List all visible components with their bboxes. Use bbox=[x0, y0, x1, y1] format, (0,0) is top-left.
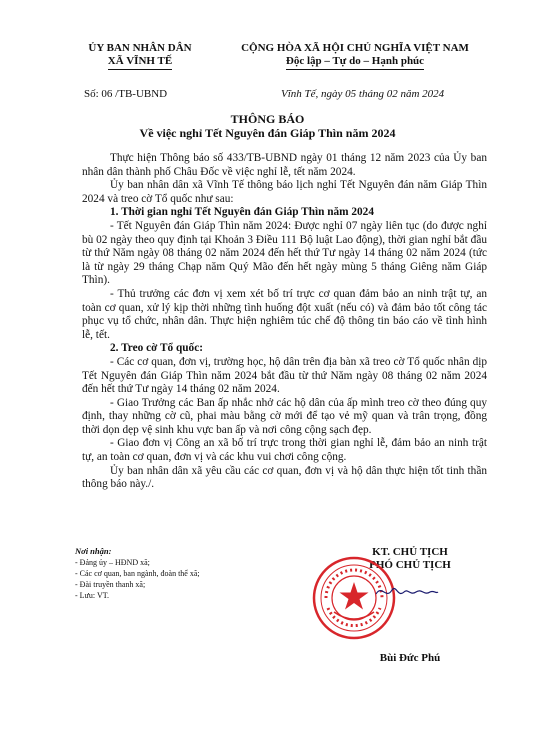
motto: Độc lập – Tự do – Hạnh phúc bbox=[286, 55, 424, 70]
signer-name: Bùi Đức Phú bbox=[379, 652, 441, 664]
document-body bbox=[82, 152, 487, 492]
body-paragraph: Ủy ban nhân dân xã Vĩnh Tế thông báo lịch nghỉ Tết Nguyên đán năm Giáp Thìn 2024 và treo cờ Tổ quốc như sau: bbox=[82, 179, 487, 205]
recipients-label: Nơi nhận bbox=[75, 546, 109, 556]
body-paragraph: - Tết Nguyên đán Giáp Thìn năm 2024: Được nghỉ 07 ngày liên tục (do được nghỉ bù 02 ngày theo quy định tại Khoản 3 Điều 111 Bộ luật Lao động), thời gian nghỉ bắt đầu từ thứ Năm ngày 08 tháng 02 năm 2024 đến hết thứ Tư ngày 14 tháng 02 năm 2024 (tức là từ ngày 29 tháng Chạp năm Quý Mão đến hết ngày mùng 5 tháng Giêng năm Giáp Thìn). bbox=[82, 219, 487, 287]
authority-line-1: ỦY BAN NHÂN DÂN bbox=[88, 42, 192, 54]
issuing-authority bbox=[60, 42, 220, 70]
body-paragraph: - Giao đơn vị Công an xã bố trí trực trong thời gian nghỉ lễ, đảm bảo an ninh trật tự, an toàn cơ quan, đơn vị và các khu vui chơi công cộng. bbox=[82, 437, 487, 464]
body-paragraph: Ủy ban nhân dân xã yêu cầu các cơ quan, đơn vị và hộ dân thực hiện tốt tinh thần thông báo này./. bbox=[82, 464, 487, 491]
signature-title-2: PHÓ CHỦ TỊCH bbox=[369, 559, 451, 571]
body-paragraph: - Thủ trưởng các đơn vị xem xét bố trí trực cơ quan đảm bảo an ninh trật tự, an toàn cơ quan, xử lý kịp thời những tình huống đột xuất (nếu có) và đảm bảo tốt công tác phục vụ tổ chức, nhân dân. Thực hiện nghiêm túc chế độ thông tin báo cáo về tình hình lễ, tết. bbox=[82, 287, 487, 341]
section-heading: 1. Thời gian nghỉ Tết Nguyên đán Giáp Thìn năm 2024 bbox=[110, 206, 374, 219]
body-paragraph: Thực hiện Thông báo số 433/TB-UBND ngày 01 tháng 12 năm 2023 của Ủy ban nhân dân thành phố Châu Đốc về việc nghỉ lễ, tết năm 2024. bbox=[82, 152, 487, 178]
document-title: THÔNG BÁO bbox=[230, 112, 305, 126]
recipients-block: Nơi nhận: - Đảng ủy – HĐND xã; - Các cơ quan, ban ngành, đoàn thể xã; - Đài truyền thanh xã; - Lưu: VT. bbox=[75, 546, 275, 601]
handwritten-signature-icon bbox=[372, 580, 442, 604]
body-paragraph: - Các cơ quan, đơn vị, trường học, hộ dân trên địa bàn xã treo cờ Tổ quốc nhân dịp Tết Nguyên đán Giáp Thìn năm 2024 bắt đầu từ thứ Năm ngày 08 tháng 02 năm 2024 đến hết thứ Tư ngày 14 tháng 02 năm 2024. bbox=[82, 355, 487, 396]
nation-name: CỘNG HÒA XÃ HỘI CHỦ NGHĨA VIỆT NAM bbox=[241, 42, 469, 54]
recipient-item: - Các cơ quan, ban ngành, đoàn thể xã; bbox=[75, 569, 200, 578]
body-paragraph: - Giao Trưởng các Ban ấp nhắc nhở các hộ dân của ấp mình treo cờ theo đúng quy định, thay những cờ cũ, phai màu bằng cờ mới để tạo vẻ mỹ quan và trân trọng, đồng thời dọn dẹp vệ sinh khu vực ban ấp và nơi công cộng sạch đẹp. bbox=[82, 396, 487, 436]
recipient-item: - Đài truyền thanh xã; bbox=[75, 580, 146, 589]
national-motto bbox=[220, 42, 490, 70]
section-heading: 2. Treo cờ Tổ quốc: bbox=[110, 342, 203, 355]
signature-title-1: KT. CHỦ TỊCH bbox=[372, 546, 448, 558]
document-subject: Về việc nghỉ Tết Nguyên đán Giáp Thìn năm 2024 bbox=[139, 126, 396, 140]
authority-line-2: XÃ VĨNH TẾ bbox=[108, 55, 172, 70]
document-date: Vĩnh Tế, ngày 05 tháng 02 năm 2024 bbox=[281, 88, 445, 100]
recipient-item: - Lưu: VT. bbox=[75, 591, 110, 600]
document-number: Số: 06 /TB-UBND bbox=[84, 88, 168, 100]
recipient-item: - Đảng ủy – HĐND xã; bbox=[75, 558, 150, 567]
